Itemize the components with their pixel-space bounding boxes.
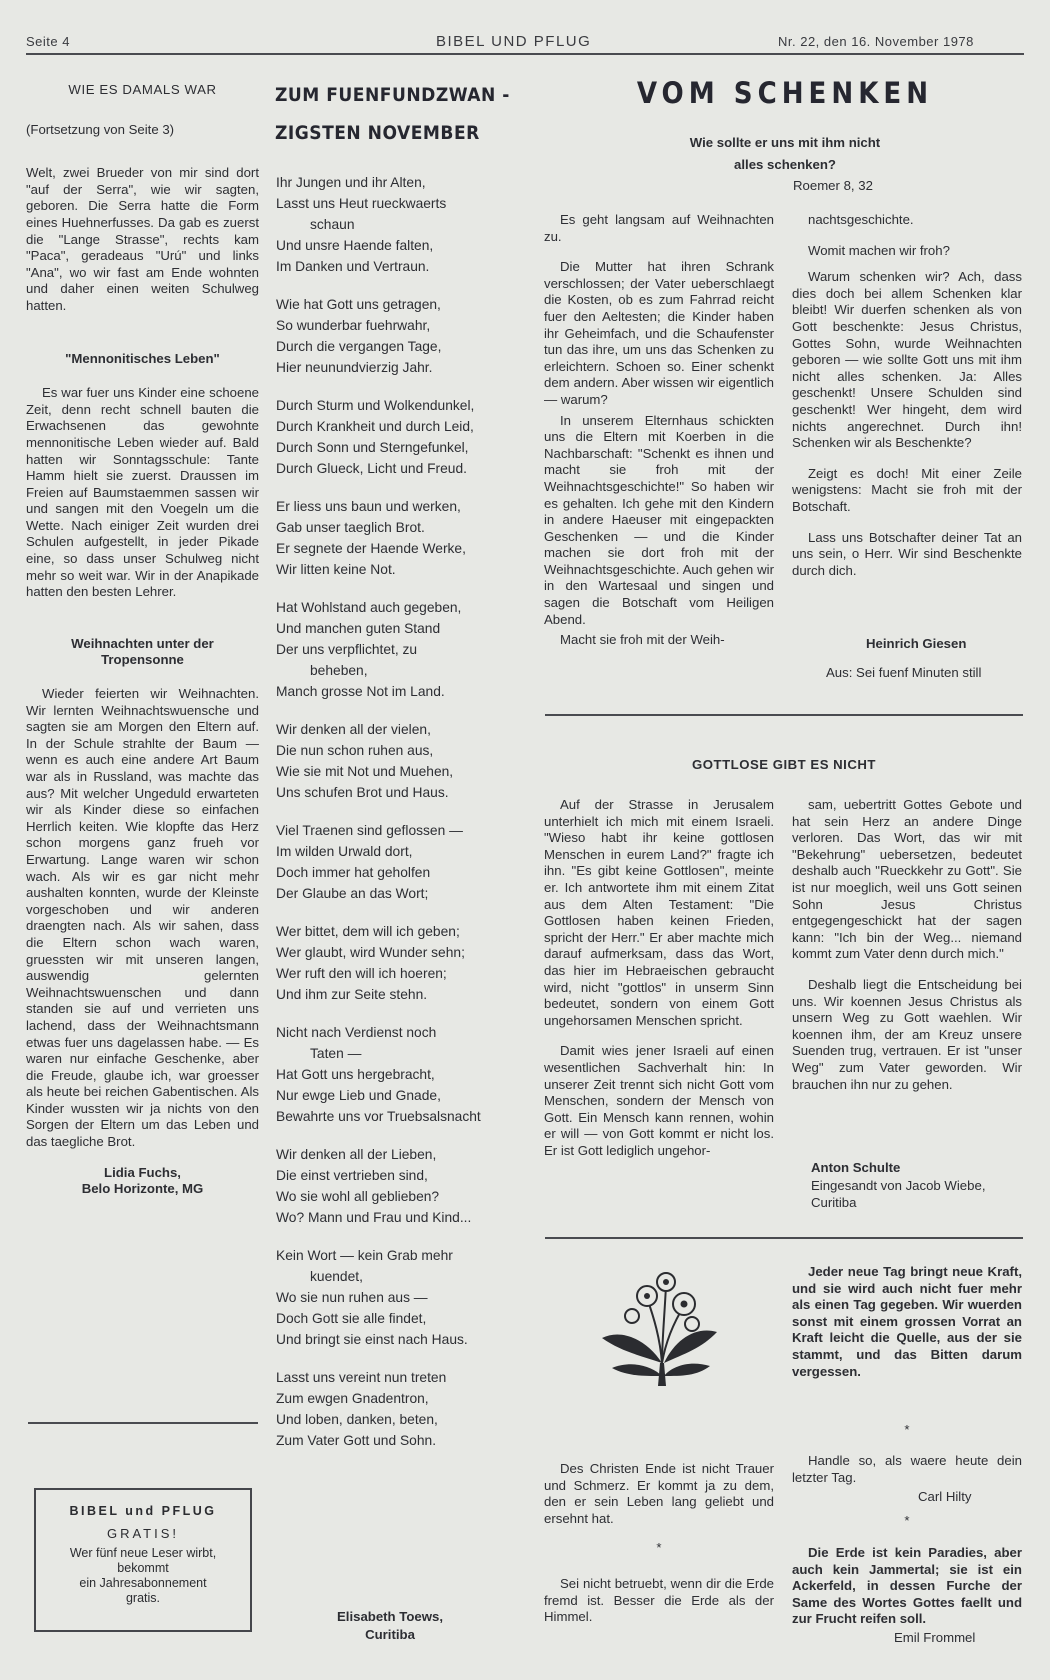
poem-line: Zum Vater Gott und Sohn. [276, 1433, 437, 1448]
article-subtitle: (Fortsetzung von Seite 3) [26, 121, 175, 137]
poem-line: Wo? Mann und Frau und Kind... [276, 1210, 472, 1225]
poem-line: Er segnete der Haende Werke, [276, 541, 466, 556]
poem-line: Im Danken und Vertraun. [276, 259, 430, 274]
poem-line: Kein Wort — kein Grab mehr [276, 1248, 453, 1263]
poem-line: Doch immer hat geholfen [276, 865, 431, 880]
vom-schenken-title: VOM SCHENKEN [636, 76, 934, 110]
poem-stanza [276, 820, 516, 904]
newspaper-title: BIBEL UND PFLUG [436, 33, 592, 50]
poem-line: Zum ewgen Gnadentron, [276, 1391, 429, 1406]
article-paragraph: Deshalb liegt die Entscheidung bei uns. Wir koennen Jesus Christus als unsern Weg zu Gott waehlen. Wir koennen ihm, der am Kreuz unsere Suenden trug, vertrauen. Er ist "unser Weg" zum Vater geworden. Wir brauchen ihn nur zu gehen. [792, 976, 1022, 1092]
poem-line: beheben, [310, 663, 368, 678]
article-paragraph: Womit machen wir froh? [808, 242, 950, 258]
poem-line: Der Glaube an das Wort; [276, 886, 429, 901]
poem-title-line2: ZIGSTEN NOVEMBER [275, 122, 480, 144]
issue-date: Nr. 22, den 16. November 1978 [778, 34, 974, 49]
gottlose-title: GOTTLOSE GIBT ES NICHT [692, 757, 876, 772]
quote-christen-ende: Des Christen Ende ist nicht Trauer und Schmerz. Er kommt ja zu dem, den er sein Leben lang geliebt und ersehnt hat. [544, 1461, 774, 1526]
poem-line: Wie sie mit Not und Muehen, [276, 764, 454, 779]
poem-line: Durch Krankheit und durch Leid, [276, 419, 474, 434]
poem-line: Durch die vergangen Tage, [276, 339, 442, 354]
poem-line: Uns schufen Brot und Haus. [276, 785, 449, 800]
poem-line: So wunderbar fuehrwahr, [276, 318, 431, 333]
vom-schenken-source: Aus: Sei fuenf Minuten still [826, 665, 982, 680]
poem-line: Durch Glueck, Licht und Freud. [276, 461, 467, 476]
poem-line: Bewahrte uns vor Truebsalsnacht [276, 1109, 481, 1124]
poem-line: Doch Gott sie alle findet, [276, 1311, 427, 1326]
quote-erde-fremd: Sei nicht betruebt, wenn dir die Erde fremd ist. Besser die Erde als der Himmel. [544, 1576, 774, 1625]
poem-line: Im wilden Urwald dort, [276, 844, 413, 859]
poem-line: Und loben, danken, beten, [276, 1412, 438, 1427]
star-separator: * [904, 1513, 910, 1528]
poem-line: Manch grosse Not im Land. [276, 684, 445, 699]
poem-line: Wer bittet, dem will ich geben; [276, 924, 460, 939]
poem-line: kuendet, [310, 1269, 363, 1284]
article-paragraph: Macht sie froh mit der Weih- [560, 632, 725, 648]
poem-stanza [276, 1022, 516, 1127]
poem-line: Gab unser taeglich Brot. [276, 520, 425, 535]
poem-author-name: Elisabeth Toews, [336, 1609, 443, 1624]
poem-stanza [276, 172, 516, 277]
poem-line: Und bringt sie einst nach Haus. [276, 1332, 468, 1347]
article-paragraph: Wieder feierten wir Weihnachten. Wir lernten Weihnachtswuensche und sagten sie am Morgen den Eltern auf. In der Schule strahlte der Baum — wenn es auch eine andere Art Baum war als in Russland, was machte das aus? Mit welcher Ungeduld erwarteten wir als Kinder diese so einfachen Herrlich keiten. Wie klopfte das Herz schon morgens ganz frueh vor Erwartung. Lange waren wir schon wach. Als wir es gar nicht mehr aushalten konnten, wurde der Kleinste vorgeschoben und wir anderen draengten nach. Als wir sahen, dass die Eltern schon wach waren, gruessten wir mit unseren langen, auswendig gelernten Weihnachtswuenschen und dann standen sie auf und verrieten uns lachend, dass der Weihnachtsmann etwas fuer uns dagelassen habe. — Es waren nur einfache Geschenke, aber die Freude, glaube ich, war groesser als heute bei reichen Gabentischen. Als Kinder wussten wir ja nichts von den Sorgen der Eltern um das Leben und das taegliche Brot. [26, 686, 259, 1150]
article-paragraph: Warum schenken wir? Ach, dass dies doch bei allem Schenken klar bleibt! Wir duerfen schenken als von Gott beschenkte: Jesus Christus, Gottes Sohn, wurde Weihnachten geboren — wie sollte Gott uns mit ihm nicht alles schenken. Ja: Alles geschenkt! Unsere Schulden sind geschenkt! Wer hingeht, dem wird nichts angerechnet. Durch ihn! Schenken wir als Beschenkte? [792, 269, 1022, 451]
poem-stanza [276, 597, 516, 702]
page-number: Seite 4 [26, 34, 70, 49]
poem-line: Und manchen guten Stand [276, 621, 441, 636]
poem-stanza [276, 294, 516, 378]
poem-line: Taten — [310, 1046, 362, 1061]
flower-illustration-icon [592, 1268, 727, 1388]
poem-title-line1: ZUM FUENFUNDZWAN - [275, 84, 510, 106]
poem-line: Wer glaubt, wird Wunder sehn; [276, 945, 465, 960]
bible-verse: Roemer 8, 32 [793, 178, 873, 193]
wie-es-damals-war-article [26, 82, 259, 1198]
gratis-box-text: ein Jahresabonnement [79, 1576, 207, 1590]
author-name: Lidia Fuchs, [104, 1164, 181, 1180]
article-paragraph: Es geht langsam auf Weihnachten zu. [544, 212, 774, 244]
article-paragraph: Zeigt es doch! Mit einer Zeile wenigstens: Macht sie froh mit der Botschaft. [792, 465, 1022, 514]
quote-handle-so: Handle so, als waere heute dein letzter Tag. [792, 1453, 1022, 1485]
article-paragraph: Welt, zwei Brueder von mir sind dort "auf der Serra", wie wir sagten, geboren. Die Serra hatte die Form eines Huehnerfusses. Da gab es zuerst die "Lange Strasse", rechts kam "Paca", geradeaus "Urú" und links "Ana", wo wir fast am Ende wohnten und daher einen weiten Schulweg hatten. [26, 165, 259, 313]
poem-line: Die einst vertrieben sind, [276, 1168, 428, 1183]
poem-line: Ihr Jungen und ihr Alten, [276, 175, 426, 190]
vom-schenken-column-2 [792, 212, 1022, 579]
poem-line: Und ihm zur Seite stehn. [276, 987, 428, 1002]
quote-neuer-tag: Jeder neue Tag bringt neue Kraft, und sie wird auch nicht fuer mehr als einen Tag gegeben. Wir wuerden sonst mit einem grossen Vorrat an Kraft leicht die Quelle, aus der sie stammt, und das Bitten darum vergessen. [792, 1264, 1022, 1379]
article-paragraph: Es war fuer uns Kinder eine schoene Zeit, denn recht schnell bauten die Erwachsenen das gewohnte mennonitische Leben wieder auf. Bald hatten wir Sonntagsschule: Tante Hamm hielt sie zuerst. Draussen im Freien auf Baumstaemmen sassen wir und sangen mit den Voegeln um die Wette. Nach einiger Zeit wurden drei Schulen aufgestellt, in jeder Pikade eine, so dass unser Schulweg nicht mehr so weit war. Wir in der Anapikade hatten den besten Lehrer. [26, 385, 259, 600]
gratis-box-text: gratis. [125, 1591, 161, 1605]
poem-stanza [276, 719, 516, 803]
poem-line: Der uns verpflichtet, zu [276, 642, 418, 657]
column-rule [28, 1422, 258, 1424]
poem-line: Hat Wohlstand auch gegeben, [276, 600, 462, 615]
poem-line: Viel Traenen sind geflossen — [276, 823, 463, 838]
gottlose-column-1 [544, 797, 774, 1159]
poem-line: Wer ruft den will ich hoeren; [276, 966, 447, 981]
article-paragraph: Auf der Strasse in Jerusalem unterhielt ich mich mit einem Israeli. "Wieso habt ihr keine gottlosen Menschen in eurem Land?" fragte ich ihn. "Es gibt keine Gottlosen", meinte er. Ich antwortete ihm mit einem Zitat aus dem Alten Testament: "Die Gottlosen haben keinen Frieden, spricht der Herr." Er aber machte mich darauf aufmerksam, dass das Wort, das hier im Hebraeischen gebraucht wird, nicht "gottlos" in unserm Sinn bedeutet, sondern von einem Gott ungehorsamen Menschen spricht. [544, 797, 774, 1028]
poem-line: Wir denken all der Lieben, [276, 1147, 437, 1162]
poem-line: Wo sie nun ruhen aus — [276, 1290, 428, 1305]
poem-line: Durch Sturm und Wolkendunkel, [276, 398, 475, 413]
poem-line: Wo sie wohl all geblieben? [276, 1189, 440, 1204]
gratis-box-text: bekommt [117, 1561, 169, 1575]
quote-author-frommel: Emil Frommel [894, 1630, 976, 1645]
poem-line: Lasst uns vereint nun treten [276, 1370, 447, 1385]
poem-line: Lasst uns Heut rueckwaerts [276, 196, 447, 211]
article-paragraph: sam, uebertritt Gottes Gebote und hat sein Herz an andere Dinge verloren. Das Wort, das wir mit "Bekehrung" uebersetzen, bedeutet deshalb auch "Rueckkehr zu Gott". Sie ist nur moeglich, weil uns Gott seinen Sohn Jesus Christus entgegengeschickt hat der sagen kann: "Ich bin der Weg... niemand kommt zum Vater denn durch mich." [792, 797, 1022, 962]
gottlose-column-2 [792, 797, 1022, 1093]
poem-stanza [276, 1367, 516, 1451]
quote-author-hilty: Carl Hilty [918, 1489, 972, 1504]
vom-schenken-subtitle: alles schenken? [734, 157, 836, 172]
poem-body [276, 172, 516, 1468]
section-rule [545, 714, 1023, 716]
article-paragraph: Lass uns Botschafter deiner Tat an uns sein, o Herr. Wir sind Beschenkte durch dich. [792, 529, 1022, 578]
gottlose-source: Curitiba [811, 1195, 857, 1210]
header-rule [26, 53, 1024, 55]
vom-schenken-column-1 [544, 212, 774, 649]
gratis-box-text: Wer fünf neue Leser wirbt, [69, 1546, 217, 1560]
poem-line: Wir denken all der vielen, [276, 722, 431, 737]
poem-line: Und unsre Haende falten, [276, 238, 434, 253]
poem-line: Hat Gott uns hergebracht, [276, 1067, 435, 1082]
poem-stanza [276, 496, 516, 580]
star-separator: * [656, 1540, 662, 1555]
poem-stanza [276, 395, 516, 479]
author-place: Belo Horizonte, MG [81, 1181, 204, 1197]
article-paragraph: In unserem Elternhaus schickten uns die Eltern mit Koerben in die Nachbarschaft: "Schenkt es ihnen und macht sie froh mit der Weihnachtsgeschichte!" So haben wir es gehalten. Ich gehe mit den Kindern in andere Haeuser mit eingepackten Geschenken — und die Kinder machen sie dort froh mit der Weihnachtsgeschichte. Auch gehen wir in den Wartesaal und singen und sagen die Botschaft vom Heiligen Abend. [544, 412, 774, 627]
article-paragraph: Damit wies jener Israeli auf einen wesentlichen Sachverhalt hin: In unserer Zeit trennt sich nicht Gott vom Menschen, sondern der Mensch von Gott. Ein Mensch kann rennen, wohin er will — von Gott kommt er nicht los. Er ist Gott lediglich ungehor- [544, 1043, 774, 1158]
vom-schenken-author: Heinrich Giesen [866, 636, 967, 651]
gratis-box [34, 1488, 252, 1632]
poem-stanza [276, 1245, 516, 1350]
poem-line: Die nun schon ruhen aus, [276, 743, 434, 758]
gratis-box-title: BIBEL und PFLUG [69, 1504, 217, 1518]
section-title: "Mennonitisches Leben" [65, 350, 220, 366]
poem-line: Nicht nach Verdienst noch [276, 1025, 437, 1040]
poem-author-place: Curitiba [365, 1627, 415, 1642]
article-paragraph: Die Mutter hat ihren Schrank verschlossen; der Vater ueberschlaegt die Kosten, ob es zum Fahrrad reicht fuer den Aeltesten; die Kinder haben ihr Geheimfach, und die Schaufenster tun das ihre, um uns das Schenken zu erleichtern. Schoen so. Einer schenkt dem andern. Aber wissen wir eigentlich — warum? [544, 259, 774, 407]
poem-line: Wie hat Gott uns getragen, [276, 297, 441, 312]
poem-line: Durch Sonn und Sterngefunkel, [276, 440, 469, 455]
quote-erde-paradies: Die Erde ist kein Paradies, aber auch kein Jammertal; sie ist ein Ackerfeld, in dessen Furche der Same des Wortes Gottes faellt und zur Frucht reifen soll. [792, 1545, 1022, 1627]
gottlose-author: Anton Schulte [811, 1160, 901, 1175]
poem-line: Er liess uns baun und werken, [276, 499, 461, 514]
poem-line: Hier neunundvierzig Jahr. [276, 360, 433, 375]
section-rule [545, 1237, 1023, 1239]
star-separator: * [904, 1422, 910, 1437]
vom-schenken-subtitle: Wie sollte er uns mit ihm nicht [689, 135, 881, 150]
poem-line: schaun [310, 217, 355, 232]
gottlose-source: Eingesandt von Jacob Wiebe, [811, 1178, 986, 1193]
poem-line: Nur ewge Lieb und Gnade, [276, 1088, 441, 1103]
poem-stanza [276, 1144, 516, 1228]
section-title-line: Weihnachten unter der [71, 635, 214, 651]
poem-line: Wir litten keine Not. [276, 562, 396, 577]
article-paragraph: nachtsgeschichte. [808, 212, 914, 227]
poem-stanza [276, 921, 516, 1005]
gratis-box-gratis: GRATIS! [106, 1526, 180, 1541]
article-title: WIE ES DAMALS WAR [68, 82, 217, 97]
section-title-line: Tropensonne [101, 652, 184, 668]
